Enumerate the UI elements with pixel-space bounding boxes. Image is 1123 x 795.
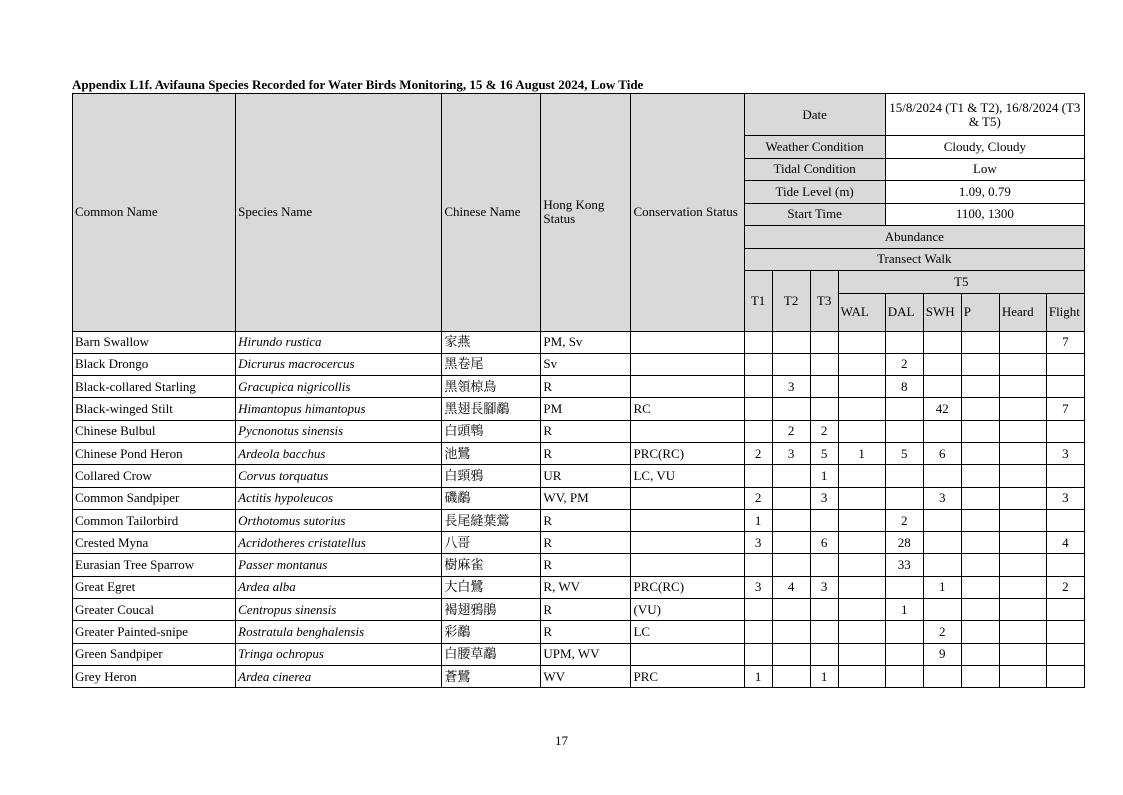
wal-header: WAL (838, 293, 885, 331)
cell-chinese: 蒼鷺 (442, 665, 541, 687)
cell-chinese: 彩鷸 (442, 621, 541, 643)
cell-common: Great Egret (73, 576, 236, 598)
cell-common: Crested Myna (73, 532, 236, 554)
cell-common: Greater Painted-snipe (73, 621, 236, 643)
header-conservation-status: Conservation Status (631, 94, 744, 332)
cell-species: Corvus torquatus (236, 465, 442, 487)
cell-common: Collared Crow (73, 465, 236, 487)
cell-species: Ardea cinerea (236, 665, 442, 687)
cell-flight: 2 (1046, 576, 1084, 598)
header-chinese-name: Chinese Name (442, 94, 541, 332)
cell-swh (923, 376, 961, 398)
cell-chinese: 磯鷸 (442, 487, 541, 509)
tidal-label: Tidal Condition (744, 158, 885, 181)
cell-swh: 6 (923, 442, 961, 464)
cell-p (961, 420, 999, 442)
abundance-header: Abundance (744, 226, 1084, 249)
heard-header: Heard (999, 293, 1046, 331)
table-row (73, 442, 1085, 464)
cell-p (961, 554, 999, 576)
cell-common: Black Drongo (73, 353, 236, 375)
cell-wal (838, 353, 885, 375)
cell-swh: 1 (923, 576, 961, 598)
cell-hk: R, WV (541, 576, 631, 598)
cell-dal: 33 (885, 554, 923, 576)
cell-flight: 3 (1046, 487, 1084, 509)
cell-dal: 2 (885, 509, 923, 531)
cell-p (961, 331, 999, 353)
cell-wal (838, 465, 885, 487)
t2-header: T2 (772, 271, 810, 332)
cell-heard (999, 599, 1046, 621)
cell-flight: 3 (1046, 442, 1084, 464)
cell-wal (838, 554, 885, 576)
cell-hk: R (541, 621, 631, 643)
table-row (73, 509, 1085, 531)
table-row (73, 331, 1085, 353)
cell-common: Green Sandpiper (73, 643, 236, 665)
cell-t1 (744, 376, 772, 398)
cell-t3 (810, 643, 838, 665)
cell-p (961, 487, 999, 509)
table-row (73, 465, 1085, 487)
cell-species: Hirundo rustica (236, 331, 442, 353)
start-time-label: Start Time (744, 203, 885, 226)
cell-p (961, 509, 999, 531)
table-row (73, 599, 1085, 621)
cell-t2 (772, 331, 810, 353)
appendix-title: Appendix L1f. Avifauna Species Recorded for Water Birds Monitoring, 15 & 16 August 2024, Low Tide (72, 77, 644, 92)
cell-chinese: 黑卷尾 (442, 353, 541, 375)
cell-wal (838, 509, 885, 531)
cell-dal: 28 (885, 532, 923, 554)
transect-walk-header: Transect Walk (744, 248, 1084, 271)
table-row (73, 665, 1085, 687)
cell-t3: 6 (810, 532, 838, 554)
cell-heard (999, 554, 1046, 576)
cell-t2 (772, 398, 810, 420)
header-common-name: Common Name (73, 94, 236, 332)
cell-wal (838, 576, 885, 598)
cell-chinese: 白頸鴉 (442, 465, 541, 487)
cell-swh: 42 (923, 398, 961, 420)
cell-t3 (810, 621, 838, 643)
table-row (73, 487, 1085, 509)
cell-swh (923, 509, 961, 531)
cell-t2 (772, 554, 810, 576)
cell-t2 (772, 599, 810, 621)
cell-dal: 8 (885, 376, 923, 398)
flight-header: Flight (1046, 293, 1084, 331)
swh-header: SWH (923, 293, 961, 331)
cell-t3 (810, 331, 838, 353)
cell-chinese: 長尾縫葉鶯 (442, 509, 541, 531)
cell-cons (631, 487, 744, 509)
cell-common: Common Tailorbird (73, 509, 236, 531)
cell-t1 (744, 331, 772, 353)
cell-species: Actitis hypoleucos (236, 487, 442, 509)
cell-t2 (772, 509, 810, 531)
cell-wal (838, 376, 885, 398)
cell-wal (838, 643, 885, 665)
species-table (72, 93, 1085, 688)
cell-t2 (772, 643, 810, 665)
cell-common: Black-collared Starling (73, 376, 236, 398)
cell-t2: 3 (772, 376, 810, 398)
cell-heard (999, 420, 1046, 442)
cell-chinese: 大白鷺 (442, 576, 541, 598)
cell-flight: 4 (1046, 532, 1084, 554)
cell-p (961, 532, 999, 554)
table-row (73, 532, 1085, 554)
cell-swh (923, 465, 961, 487)
cell-dal: 5 (885, 442, 923, 464)
cell-p (961, 353, 999, 375)
cell-t1: 3 (744, 532, 772, 554)
cell-dal (885, 465, 923, 487)
cell-swh (923, 554, 961, 576)
cell-hk: R (541, 532, 631, 554)
cell-t2 (772, 532, 810, 554)
date-value: 15/8/2024 (T1 & T2), 16/8/2024 (T3 & T5) (885, 94, 1084, 136)
cell-dal (885, 420, 923, 442)
cell-chinese: 家燕 (442, 331, 541, 353)
cell-species: Acridotheres cristatellus (236, 532, 442, 554)
cell-t2 (772, 487, 810, 509)
cell-common: Chinese Bulbul (73, 420, 236, 442)
cell-common: Grey Heron (73, 665, 236, 687)
cell-dal: 2 (885, 353, 923, 375)
cell-t3: 1 (810, 665, 838, 687)
cell-swh: 2 (923, 621, 961, 643)
cell-t2 (772, 465, 810, 487)
cell-t1 (744, 599, 772, 621)
table-row (73, 376, 1085, 398)
cell-p (961, 621, 999, 643)
cell-wal (838, 487, 885, 509)
weather-value: Cloudy, Cloudy (885, 136, 1084, 159)
cell-species: Tringa ochropus (236, 643, 442, 665)
cell-species: Centropus sinensis (236, 599, 442, 621)
cell-heard (999, 621, 1046, 643)
cell-hk: WV (541, 665, 631, 687)
cell-common: Chinese Pond Heron (73, 442, 236, 464)
cell-common: Eurasian Tree Sparrow (73, 554, 236, 576)
cell-p (961, 398, 999, 420)
cell-dal (885, 487, 923, 509)
cell-wal (838, 532, 885, 554)
cell-wal (838, 621, 885, 643)
header-hk-status: Hong Kong Status (541, 94, 631, 332)
cell-species: Rostratula benghalensis (236, 621, 442, 643)
cell-t3 (810, 398, 838, 420)
header-species-name: Species Name (236, 94, 442, 332)
cell-p (961, 376, 999, 398)
cell-swh: 9 (923, 643, 961, 665)
cell-hk: UPM, WV (541, 643, 631, 665)
cell-flight (1046, 465, 1084, 487)
cell-t3: 3 (810, 487, 838, 509)
cell-p (961, 599, 999, 621)
t5-header: T5 (838, 271, 1084, 294)
cell-hk: R (541, 376, 631, 398)
cell-t2: 4 (772, 576, 810, 598)
table-row (73, 643, 1085, 665)
cell-flight (1046, 599, 1084, 621)
cell-p (961, 643, 999, 665)
cell-heard (999, 509, 1046, 531)
cell-cons (631, 509, 744, 531)
cell-hk: PM, Sv (541, 331, 631, 353)
cell-species: Dicrurus macrocercus (236, 353, 442, 375)
cell-species: Himantopus himantopus (236, 398, 442, 420)
cell-hk: R (541, 599, 631, 621)
cell-hk: R (541, 554, 631, 576)
cell-t1 (744, 643, 772, 665)
cell-t3: 5 (810, 442, 838, 464)
cell-species: Pycnonotus sinensis (236, 420, 442, 442)
cell-swh (923, 420, 961, 442)
cell-t1: 3 (744, 576, 772, 598)
p-header: P (961, 293, 999, 331)
tide-level-label: Tide Level (m) (744, 181, 885, 204)
cell-species: Orthotomus sutorius (236, 509, 442, 531)
cell-dal (885, 621, 923, 643)
cell-cons: PRC(RC) (631, 576, 744, 598)
cell-wal (838, 398, 885, 420)
cell-dal (885, 398, 923, 420)
cell-t1: 2 (744, 442, 772, 464)
cell-cons: PRC(RC) (631, 442, 744, 464)
t1-header: T1 (744, 271, 772, 332)
cell-p (961, 665, 999, 687)
cell-swh (923, 353, 961, 375)
cell-swh (923, 532, 961, 554)
cell-swh (923, 665, 961, 687)
cell-heard (999, 576, 1046, 598)
cell-cons (631, 353, 744, 375)
cell-hk: PM (541, 398, 631, 420)
cell-species: Ardeola bacchus (236, 442, 442, 464)
cell-heard (999, 398, 1046, 420)
cell-flight: 7 (1046, 398, 1084, 420)
cell-hk: R (541, 442, 631, 464)
cell-cons (631, 532, 744, 554)
cell-wal (838, 665, 885, 687)
cell-t3: 1 (810, 465, 838, 487)
weather-label: Weather Condition (744, 136, 885, 159)
cell-t1: 1 (744, 665, 772, 687)
cell-flight (1046, 643, 1084, 665)
cell-flight (1046, 420, 1084, 442)
cell-cons: RC (631, 398, 744, 420)
table-row (73, 398, 1085, 420)
cell-t3: 2 (810, 420, 838, 442)
cell-t3: 3 (810, 576, 838, 598)
cell-common: Barn Swallow (73, 331, 236, 353)
cell-common: Greater Coucal (73, 599, 236, 621)
cell-t2 (772, 665, 810, 687)
cell-common: Black-winged Stilt (73, 398, 236, 420)
cell-dal (885, 643, 923, 665)
cell-p (961, 465, 999, 487)
dal-header: DAL (885, 293, 923, 331)
cell-dal (885, 331, 923, 353)
cell-t1 (744, 398, 772, 420)
cell-cons: LC (631, 621, 744, 643)
table-row (73, 576, 1085, 598)
cell-t1 (744, 621, 772, 643)
cell-heard (999, 353, 1046, 375)
cell-t2 (772, 621, 810, 643)
cell-wal (838, 420, 885, 442)
cell-chinese: 白頭鵯 (442, 420, 541, 442)
table-row (73, 621, 1085, 643)
date-label: Date (744, 94, 885, 136)
cell-chinese: 白腰草鷸 (442, 643, 541, 665)
cell-heard (999, 532, 1046, 554)
cell-flight (1046, 621, 1084, 643)
cell-species: Passer montanus (236, 554, 442, 576)
cell-t3 (810, 554, 838, 576)
cell-chinese: 黑翅長腳鷸 (442, 398, 541, 420)
cell-flight (1046, 376, 1084, 398)
tide-level-value: 1.09, 0.79 (885, 181, 1084, 204)
cell-heard (999, 442, 1046, 464)
cell-swh: 3 (923, 487, 961, 509)
cell-chinese: 褐翅鴉鵑 (442, 599, 541, 621)
cell-wal (838, 599, 885, 621)
cell-cons (631, 554, 744, 576)
start-time-value: 1100, 1300 (885, 203, 1084, 226)
cell-flight (1046, 665, 1084, 687)
cell-t3 (810, 353, 838, 375)
cell-t3 (810, 376, 838, 398)
cell-heard (999, 465, 1046, 487)
cell-heard (999, 376, 1046, 398)
cell-flight: 7 (1046, 331, 1084, 353)
table-row (73, 353, 1085, 375)
cell-cons (631, 643, 744, 665)
cell-heard (999, 665, 1046, 687)
cell-t1 (744, 554, 772, 576)
cell-flight (1046, 353, 1084, 375)
cell-species: Ardea alba (236, 576, 442, 598)
cell-cons: (VU) (631, 599, 744, 621)
table-row (73, 554, 1085, 576)
cell-species: Gracupica nigricollis (236, 376, 442, 398)
cell-t2 (772, 353, 810, 375)
cell-hk: R (541, 509, 631, 531)
cell-cons: PRC (631, 665, 744, 687)
cell-chinese: 八哥 (442, 532, 541, 554)
cell-heard (999, 643, 1046, 665)
cell-wal (838, 331, 885, 353)
cell-t3 (810, 599, 838, 621)
cell-t2: 3 (772, 442, 810, 464)
cell-t3 (810, 509, 838, 531)
cell-heard (999, 331, 1046, 353)
cell-swh (923, 599, 961, 621)
tidal-value: Low (885, 158, 1084, 181)
cell-t1 (744, 420, 772, 442)
cell-cons (631, 376, 744, 398)
cell-t2: 2 (772, 420, 810, 442)
cell-hk: Sv (541, 353, 631, 375)
cell-flight (1046, 554, 1084, 576)
page-number: 17 (555, 733, 568, 748)
cell-p (961, 576, 999, 598)
t3-header: T3 (810, 271, 838, 332)
cell-dal (885, 665, 923, 687)
cell-chinese: 黑領椋鳥 (442, 376, 541, 398)
species-rows (73, 331, 1085, 688)
cell-t1 (744, 353, 772, 375)
cell-common: Common Sandpiper (73, 487, 236, 509)
cell-cons (631, 420, 744, 442)
table-row (73, 420, 1085, 442)
cell-hk: R (541, 420, 631, 442)
cell-heard (999, 487, 1046, 509)
cell-t1 (744, 465, 772, 487)
cell-cons: LC, VU (631, 465, 744, 487)
cell-hk: WV, PM (541, 487, 631, 509)
cell-dal (885, 576, 923, 598)
cell-dal: 1 (885, 599, 923, 621)
cell-flight (1046, 509, 1084, 531)
cell-chinese: 樹麻雀 (442, 554, 541, 576)
cell-chinese: 池鷺 (442, 442, 541, 464)
cell-t1: 1 (744, 509, 772, 531)
cell-wal: 1 (838, 442, 885, 464)
cell-t1: 2 (744, 487, 772, 509)
cell-swh (923, 331, 961, 353)
cell-hk: UR (541, 465, 631, 487)
cell-p (961, 442, 999, 464)
cell-cons (631, 331, 744, 353)
